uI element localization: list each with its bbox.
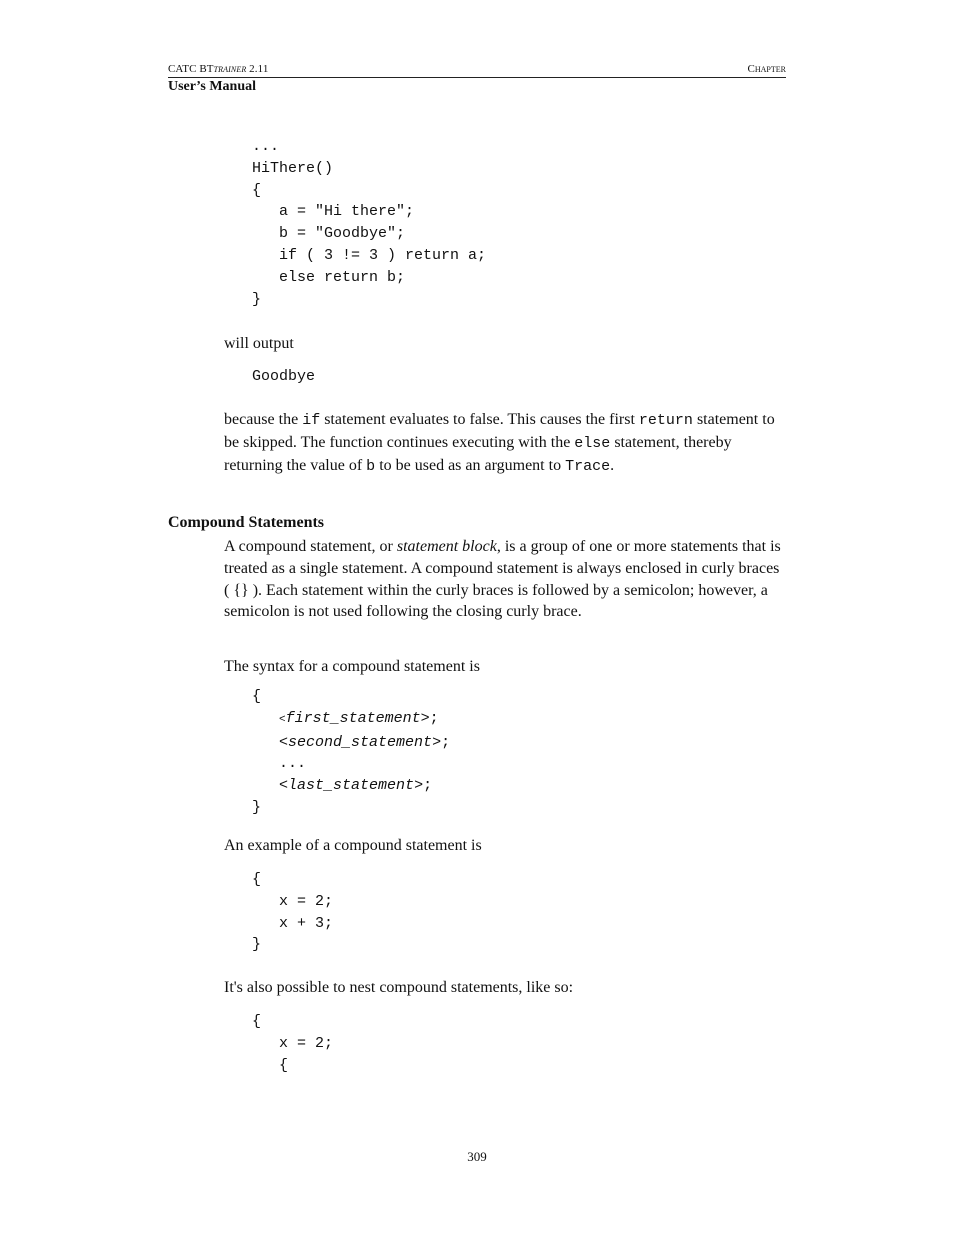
nest-intro: It's also possible to nest compound statements, like so:	[224, 979, 574, 996]
page-number: 309	[467, 1149, 487, 1164]
explanation-paragraph: because the if statement evaluates to false. This causes the first return statement to be skipped. The function continues executing with the else statement, thereby returning the value of b to be used as an argument to Trace.	[224, 411, 775, 475]
code-example-hithere: ... HiThere() { a = "Hi there"; b = "Goodbye"; if ( 3 != 3 ) return a; else return b; }	[252, 138, 487, 308]
intro-paragraph: A compound statement, or statement block, is a group of one or more statements that is treated as a single statement. A compound statement is always enclosed in curly braces ( {} ). Each statement within the curly braces is followed by a semicolon; however, a semicolon is not used following the closing curly brace.	[224, 538, 781, 621]
syntax-intro: The syntax for a compound statement is	[224, 658, 480, 675]
output-value: Goodbye	[252, 368, 316, 385]
nest-code: { x = 2; {	[252, 1013, 334, 1074]
header-rule	[168, 77, 786, 78]
section-heading: Compound Statements	[168, 514, 325, 531]
example-code: { x = 2; x + 3; }	[252, 871, 334, 954]
will-output-text: will output	[224, 335, 294, 352]
running-header-chapter: CHAPTER	[747, 63, 786, 75]
syntax-code-block: { <first_statement>; <second_statement>; ... <last_statement>; }	[252, 688, 451, 816]
running-header-title: CATC BTTRAINER 2.11	[168, 63, 269, 75]
trainer-smallcaps: TRAINER	[213, 65, 247, 74]
running-header-manual: User’s Manual	[168, 79, 257, 94]
example-intro: An example of a compound statement is	[224, 837, 482, 854]
